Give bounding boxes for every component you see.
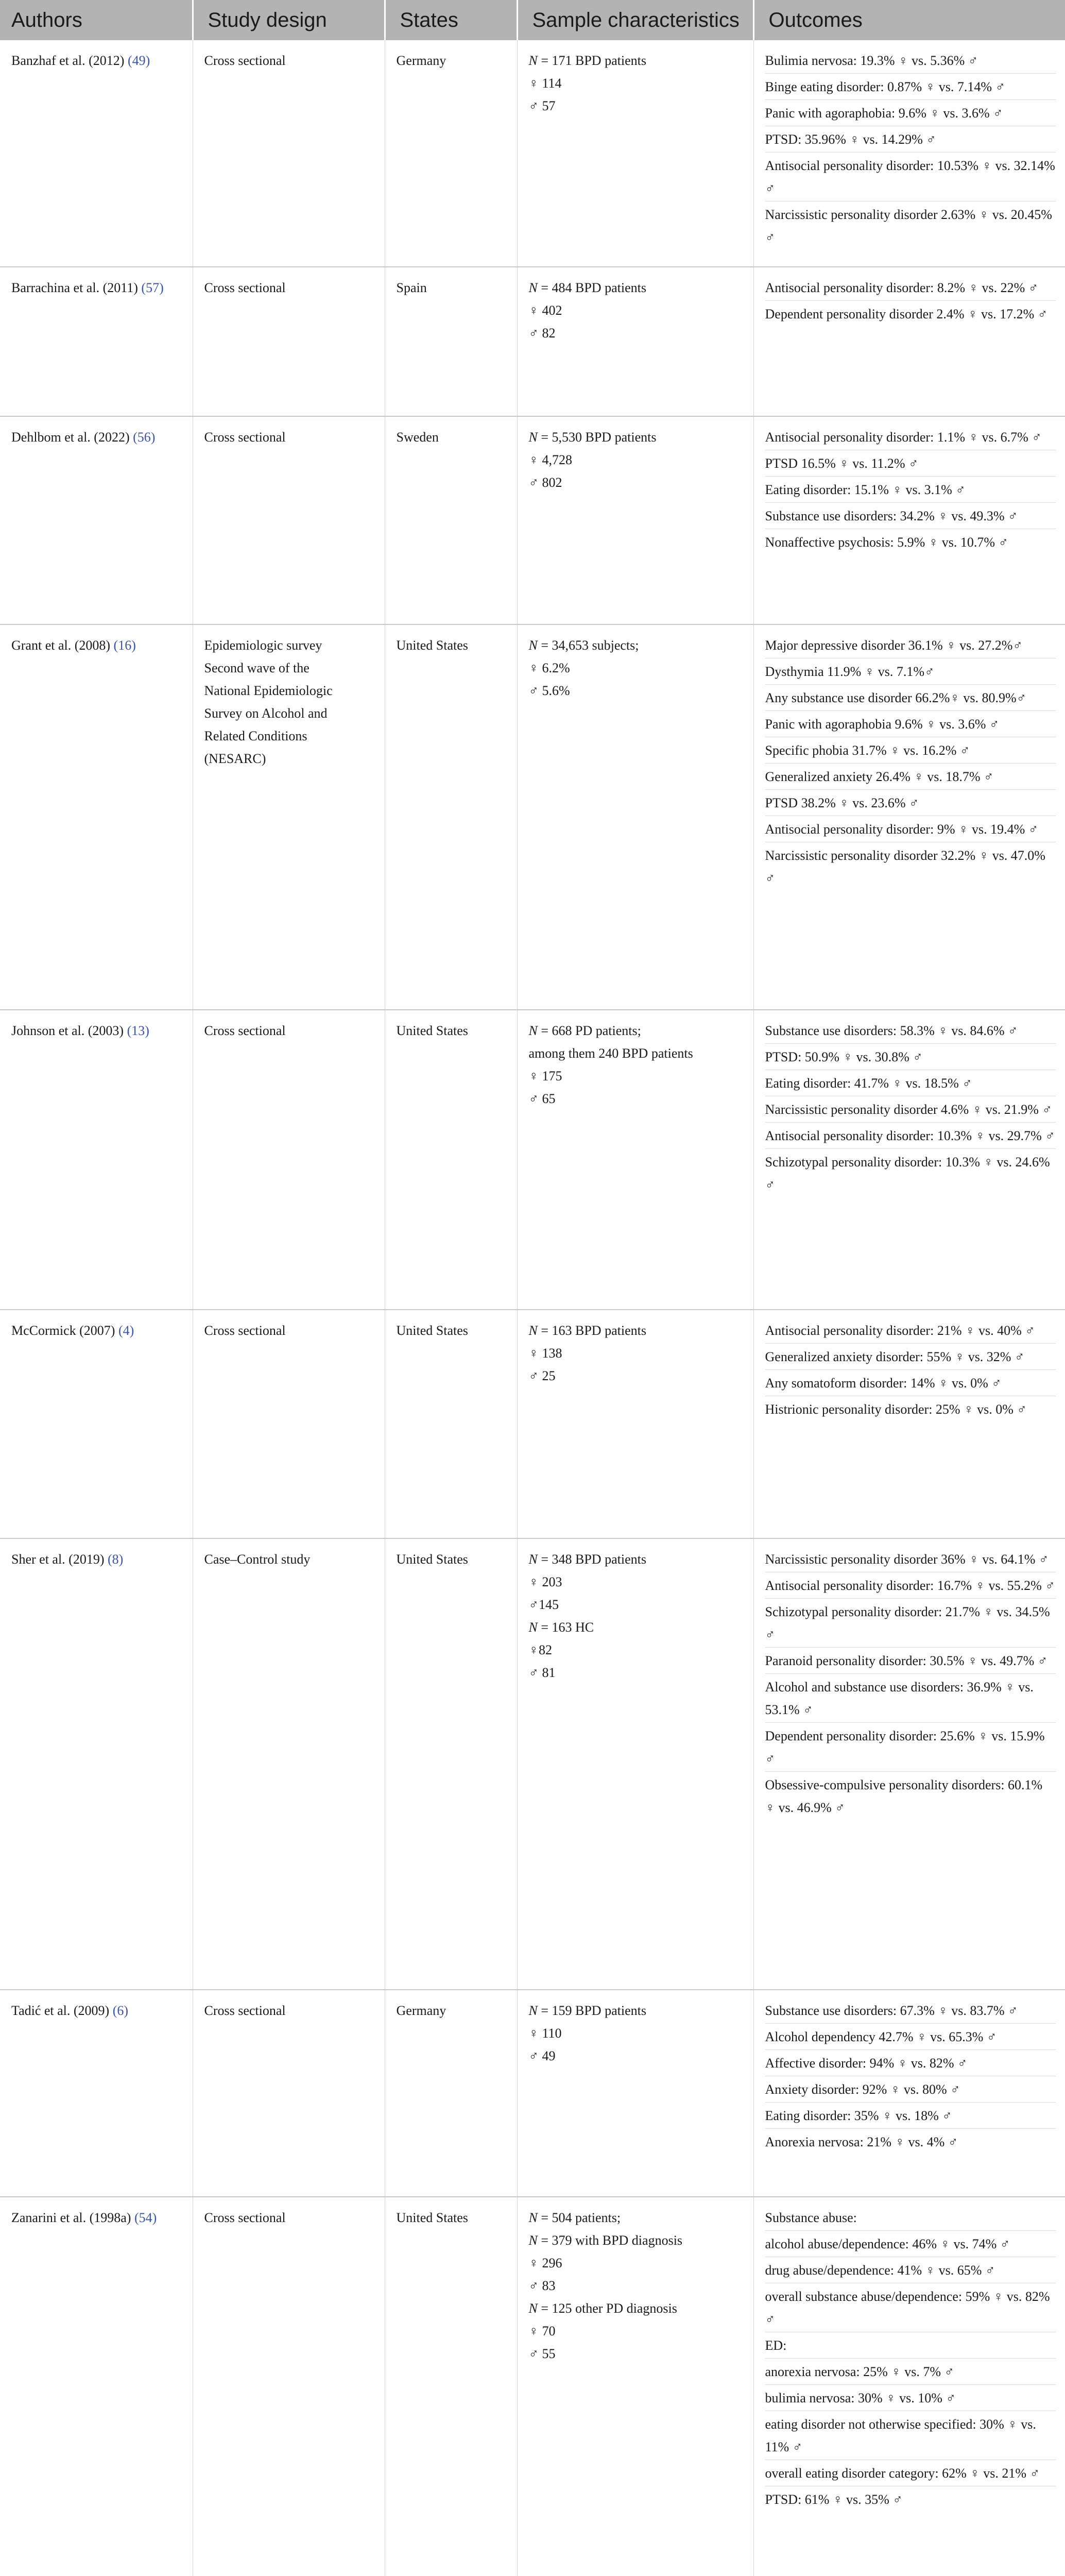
author-cell bbox=[0, 1010, 193, 1310]
table-row bbox=[0, 416, 1065, 624]
sample-line: ♀ 296 bbox=[528, 2256, 562, 2270]
citation-link[interactable]: (8) bbox=[108, 1552, 124, 1567]
author-name: Tadić et al. (2009) bbox=[11, 2003, 110, 2018]
outcome-item: Substance use disorders: 34.2% ♀ vs. 49.3% ♂ bbox=[765, 505, 1056, 529]
outcomes-cell bbox=[753, 267, 1065, 416]
study-design-line: Cross sectional bbox=[204, 53, 286, 68]
citation-link[interactable]: (6) bbox=[112, 2003, 129, 2018]
sample-line: ♀ 4,728 bbox=[528, 452, 572, 467]
sample-line: ♀82 bbox=[528, 1642, 552, 1657]
state-text: Germany bbox=[396, 53, 446, 68]
citation-link[interactable]: (54) bbox=[134, 2210, 157, 2225]
outcomes-cell bbox=[753, 40, 1065, 267]
state-text: Germany bbox=[396, 2003, 446, 2018]
sample-line: ♀ 70 bbox=[528, 2324, 556, 2338]
sample-line: N = 159 BPD patients bbox=[528, 2003, 646, 2018]
outcome-item: Antisocial personality disorder: 10.3% ♀ vs. 29.7% ♂ bbox=[765, 1125, 1056, 1149]
study-design-line: Cross sectional bbox=[204, 1023, 286, 1038]
sample-line: N = 163 BPD patients bbox=[528, 1323, 646, 1338]
table-row bbox=[0, 1538, 1065, 1990]
outcome-item: overall substance abuse/dependence: 59% ♀ vs. 82% ♂ bbox=[765, 2285, 1056, 2332]
citation-link[interactable]: (13) bbox=[127, 1023, 149, 1038]
outcome-item: Dependent personality disorder: 25.6% ♀ vs. 15.9% ♂ bbox=[765, 1725, 1056, 1772]
state-text: United States bbox=[396, 1023, 468, 1038]
sample-line: N = 125 other PD diagnosis bbox=[528, 2301, 677, 2316]
outcomes-cell bbox=[753, 416, 1065, 624]
outcome-item: Generalized anxiety 26.4% ♀ vs. 18.7% ♂ bbox=[765, 766, 1056, 790]
state-cell bbox=[385, 267, 517, 416]
outcome-item: Obsessive-compulsive personality disorders: 60.1% ♀ vs. 46.9% ♂ bbox=[765, 1777, 1043, 1815]
outcome-item: Antisocial personality disorder: 16.7% ♀ vs. 55.2% ♂ bbox=[765, 1574, 1056, 1599]
outcome-item: Alcohol dependency 42.7% ♀ vs. 65.3% ♂ bbox=[765, 2026, 1056, 2050]
sample-line: N = 504 patients; bbox=[528, 2210, 621, 2225]
sample-line: ♀ 402 bbox=[528, 303, 562, 318]
sample-line: ♀ 138 bbox=[528, 1346, 562, 1361]
state-text: United States bbox=[396, 2210, 468, 2225]
table-row bbox=[0, 1310, 1065, 1538]
citation-link[interactable]: (16) bbox=[113, 638, 136, 653]
study-design-cell bbox=[193, 40, 385, 267]
outcome-item: Paranoid personality disorder: 30.5% ♀ vs. 49.7% ♂ bbox=[765, 1650, 1056, 1674]
sample-line: ♂ 83 bbox=[528, 2278, 556, 2293]
table-row bbox=[0, 1010, 1065, 1310]
sample-cell bbox=[517, 624, 753, 1010]
author-cell bbox=[0, 1990, 193, 2197]
sample-line: ♂ 65 bbox=[528, 1091, 556, 1106]
header-outcomes: Outcomes bbox=[753, 0, 1065, 40]
author-name: McCormick (2007) bbox=[11, 1323, 115, 1338]
outcome-item: Bulimia nervosa: 19.3% ♀ vs. 5.36% ♂ bbox=[765, 49, 1056, 74]
table-header bbox=[0, 0, 1065, 40]
author-name: Zanarini et al. (1998a) bbox=[11, 2210, 131, 2225]
outcome-item: Antisocial personality disorder: 9% ♀ vs. 19.4% ♂ bbox=[765, 818, 1056, 842]
study-design-line: Cross sectional bbox=[204, 2210, 286, 2225]
header-sample-characteristics: Sample characteristics bbox=[517, 0, 753, 40]
table-row bbox=[0, 267, 1065, 416]
outcome-item: Major depressive disorder 36.1% ♀ vs. 27.2%♂ bbox=[765, 634, 1056, 658]
sample-cell bbox=[517, 1538, 753, 1990]
study-design-line: (NESARC) bbox=[204, 751, 266, 766]
state-text: United States bbox=[396, 638, 468, 653]
table-row bbox=[0, 624, 1065, 1010]
outcome-item: PTSD 38.2% ♀ vs. 23.6% ♂ bbox=[765, 792, 1056, 816]
outcome-item: Antisocial personality disorder: 1.1% ♀ vs. 6.7% ♂ bbox=[765, 426, 1056, 450]
sample-line: N = 163 HC bbox=[528, 1620, 594, 1635]
header-states: States bbox=[385, 0, 517, 40]
sample-line: ♀ 110 bbox=[528, 2026, 562, 2041]
outcome-item: Anxiety disorder: 92% ♀ vs. 80% ♂ bbox=[765, 2078, 1056, 2103]
study-design-cell bbox=[193, 1010, 385, 1310]
study-design-line: Case–Control study bbox=[204, 1552, 311, 1567]
sample-cell bbox=[517, 1990, 753, 2197]
state-cell bbox=[385, 40, 517, 267]
state-cell bbox=[385, 416, 517, 624]
study-design-cell bbox=[193, 624, 385, 1010]
outcome-item: Generalized anxiety disorder: 55% ♀ vs. 32% ♂ bbox=[765, 1346, 1056, 1370]
study-design-cell bbox=[193, 1310, 385, 1538]
outcome-item: Substance use disorders: 67.3% ♀ vs. 83.7% ♂ bbox=[765, 1999, 1056, 2024]
sample-line: ♂ 81 bbox=[528, 1665, 556, 1680]
header-authors: Authors bbox=[0, 0, 193, 40]
citation-link[interactable]: (49) bbox=[127, 53, 150, 68]
state-text: United States bbox=[396, 1323, 468, 1338]
outcome-item: Anorexia nervosa: 21% ♀ vs. 4% ♂ bbox=[765, 2134, 958, 2149]
author-name: Banzhaf et al. (2012) bbox=[11, 53, 125, 68]
table-body bbox=[0, 40, 1065, 2576]
outcome-item: Alcohol and substance use disorders: 36.9% ♀ vs. 53.1% ♂ bbox=[765, 1676, 1056, 1723]
study-design-line: Related Conditions bbox=[204, 728, 307, 743]
outcomes-cell bbox=[753, 1538, 1065, 1990]
outcome-item: Dysthymia 11.9% ♀ vs. 7.1%♂ bbox=[765, 660, 1056, 685]
sample-line: ♀ 6.2% bbox=[528, 660, 570, 675]
study-design-line: Cross sectional bbox=[204, 430, 286, 445]
study-design-cell bbox=[193, 1538, 385, 1990]
citation-link[interactable]: (56) bbox=[133, 430, 156, 445]
state-cell bbox=[385, 1538, 517, 1990]
sample-line: ♂ 57 bbox=[528, 98, 556, 113]
outcome-item: Dependent personality disorder 2.4% ♀ vs. 17.2% ♂ bbox=[765, 307, 1048, 321]
sample-line: N = 348 BPD patients bbox=[528, 1552, 646, 1567]
author-cell bbox=[0, 1538, 193, 1990]
author-cell bbox=[0, 624, 193, 1010]
sample-line: ♂ 55 bbox=[528, 2346, 556, 2361]
outcome-item: anorexia nervosa: 25% ♀ vs. 7% ♂ bbox=[765, 2361, 1056, 2385]
author-name: Dehlbom et al. (2022) bbox=[11, 430, 130, 445]
author-cell bbox=[0, 40, 193, 267]
sample-cell bbox=[517, 416, 753, 624]
study-design-line: Epidemiologic survey bbox=[204, 638, 322, 653]
outcome-item: bulimia nervosa: 30% ♀ vs. 10% ♂ bbox=[765, 2387, 1056, 2411]
author-cell bbox=[0, 2197, 193, 2576]
sample-line: N = 379 with BPD diagnosis bbox=[528, 2233, 683, 2248]
sample-line: ♀ 203 bbox=[528, 1574, 562, 1589]
state-text: Spain bbox=[396, 280, 427, 295]
outcome-item: Schizotypal personality disorder: 21.7% ♀ vs. 34.5% ♂ bbox=[765, 1601, 1056, 1648]
outcome-item: Schizotypal personality disorder: 10.3% ♀ vs. 24.6% ♂ bbox=[765, 1155, 1050, 1192]
outcomes-cell bbox=[753, 2197, 1065, 2576]
sample-line: ♂ 5.6% bbox=[528, 683, 570, 698]
study-design-line: Cross sectional bbox=[204, 280, 286, 295]
study-design-cell bbox=[193, 2197, 385, 2576]
study-design-line: Survey on Alcohol and bbox=[204, 706, 328, 721]
outcome-item: eating disorder not otherwise specified: 30% ♀ vs. 11% ♂ bbox=[765, 2413, 1056, 2460]
outcome-item: Eating disorder: 35% ♀ vs. 18% ♂ bbox=[765, 2105, 1056, 2129]
state-cell bbox=[385, 1990, 517, 2197]
outcome-item: Antisocial personality disorder: 8.2% ♀ vs. 22% ♂ bbox=[765, 277, 1056, 301]
state-cell bbox=[385, 1310, 517, 1538]
author-cell bbox=[0, 1310, 193, 1538]
outcome-item: Specific phobia 31.7% ♀ vs. 16.2% ♂ bbox=[765, 739, 1056, 764]
citation-link[interactable]: (57) bbox=[141, 280, 164, 295]
author-cell bbox=[0, 267, 193, 416]
author-name: Sher et al. (2019) bbox=[11, 1552, 105, 1567]
outcome-item: Antisocial personality disorder: 10.53% ♀ vs. 32.14% ♂ bbox=[765, 155, 1056, 201]
header-row bbox=[0, 0, 1065, 40]
sample-cell bbox=[517, 2197, 753, 2576]
outcome-item: Panic with agoraphobia 9.6% ♀ vs. 3.6% ♂ bbox=[765, 713, 1056, 737]
sample-line: ♀ 175 bbox=[528, 1069, 562, 1083]
sample-line: N = 171 BPD patients bbox=[528, 53, 646, 68]
study-design-line: Second wave of the bbox=[204, 660, 310, 675]
sample-cell bbox=[517, 40, 753, 267]
outcome-item: PTSD: 35.96% ♀ vs. 14.29% ♂ bbox=[765, 128, 1056, 152]
outcome-item: Narcissistic personality disorder 32.2% ♀ vs. 47.0% ♂ bbox=[765, 848, 1045, 886]
author-name: Barrachina et al. (2011) bbox=[11, 280, 138, 295]
outcome-item: Eating disorder: 41.7% ♀ vs. 18.5% ♂ bbox=[765, 1072, 1056, 1096]
outcome-item: Any somatoform disorder: 14% ♀ vs. 0% ♂ bbox=[765, 1372, 1056, 1396]
outcome-item: Any substance use disorder 66.2%♀ vs. 80.9%♂ bbox=[765, 687, 1056, 711]
sample-cell bbox=[517, 267, 753, 416]
outcome-item: Binge eating disorder: 0.87% ♀ vs. 7.14% ♂ bbox=[765, 76, 1056, 100]
state-cell bbox=[385, 1010, 517, 1310]
outcome-item: Narcissistic personality disorder 2.63% ♀ vs. 20.45% ♂ bbox=[765, 207, 1052, 245]
outcome-item: Substance abuse: bbox=[765, 2207, 1056, 2231]
outcome-item: Nonaffective psychosis: 5.9% ♀ vs. 10.7% ♂ bbox=[765, 535, 1009, 550]
study-design-cell bbox=[193, 267, 385, 416]
sample-line: ♂ 82 bbox=[528, 326, 556, 341]
sample-line: ♂ 25 bbox=[528, 1368, 556, 1383]
sample-cell bbox=[517, 1010, 753, 1310]
outcomes-cell bbox=[753, 1310, 1065, 1538]
state-cell bbox=[385, 2197, 517, 2576]
state-cell bbox=[385, 624, 517, 1010]
table-row bbox=[0, 1990, 1065, 2197]
outcome-item: overall eating disorder category: 62% ♀ vs. 21% ♂ bbox=[765, 2462, 1056, 2486]
study-design-line: National Epidemiologic bbox=[204, 683, 333, 698]
outcome-item: Panic with agoraphobia: 9.6% ♀ vs. 3.6% ♂ bbox=[765, 102, 1056, 126]
study-design-line: Cross sectional bbox=[204, 1323, 286, 1338]
sample-line: N = 484 BPD patients bbox=[528, 280, 646, 295]
table-row bbox=[0, 2197, 1065, 2576]
table-row bbox=[0, 40, 1065, 267]
author-cell bbox=[0, 416, 193, 624]
outcome-item: Narcissistic personality disorder 36% ♀ vs. 64.1% ♂ bbox=[765, 1548, 1056, 1572]
outcome-item: Affective disorder: 94% ♀ vs. 82% ♂ bbox=[765, 2052, 1056, 2076]
header-study-design: Study design bbox=[193, 0, 385, 40]
outcome-item: PTSD 16.5% ♀ vs. 11.2% ♂ bbox=[765, 452, 1056, 477]
study-design-cell bbox=[193, 1990, 385, 2197]
outcome-item: Narcissistic personality disorder 4.6% ♀ vs. 21.9% ♂ bbox=[765, 1098, 1056, 1123]
sample-line: N = 5,530 BPD patients bbox=[528, 430, 657, 445]
sample-line: N = 34,653 subjects; bbox=[528, 638, 639, 653]
sample-line: ♂ 49 bbox=[528, 2048, 556, 2063]
state-text: Sweden bbox=[396, 430, 439, 445]
outcome-item: Eating disorder: 15.1% ♀ vs. 3.1% ♂ bbox=[765, 479, 1056, 503]
sample-line: ♂145 bbox=[528, 1597, 559, 1612]
outcome-item: PTSD: 61% ♀ vs. 35% ♂ bbox=[765, 2492, 903, 2507]
author-name: Johnson et al. (2003) bbox=[11, 1023, 124, 1038]
study-design-line: Cross sectional bbox=[204, 2003, 286, 2018]
outcomes-cell bbox=[753, 1990, 1065, 2197]
study-design-cell bbox=[193, 416, 385, 624]
sample-line: ♀ 114 bbox=[528, 76, 562, 91]
sample-line: ♂ 802 bbox=[528, 475, 562, 490]
outcome-item: PTSD: 50.9% ♀ vs. 30.8% ♂ bbox=[765, 1046, 1056, 1070]
outcome-item: alcohol abuse/dependence: 46% ♀ vs. 74% ♂ bbox=[765, 2233, 1056, 2257]
sample-line: among them 240 BPD patients bbox=[528, 1046, 693, 1061]
author-name: Grant et al. (2008) bbox=[11, 638, 111, 653]
sample-line: N = 668 PD patients; bbox=[528, 1023, 641, 1038]
outcome-item: Antisocial personality disorder: 21% ♀ vs. 40% ♂ bbox=[765, 1319, 1056, 1344]
outcome-item: Histrionic personality disorder: 25% ♀ vs. 0% ♂ bbox=[765, 1402, 1027, 1417]
state-text: United States bbox=[396, 1552, 468, 1567]
outcome-item: Substance use disorders: 58.3% ♀ vs. 84.6% ♂ bbox=[765, 1020, 1056, 1044]
outcome-item: drug abuse/dependence: 41% ♀ vs. 65% ♂ bbox=[765, 2259, 1056, 2283]
citation-link[interactable]: (4) bbox=[118, 1323, 134, 1338]
outcomes-cell bbox=[753, 1010, 1065, 1310]
outcome-item: ED: bbox=[765, 2334, 1056, 2359]
sample-cell bbox=[517, 1310, 753, 1538]
outcomes-cell bbox=[753, 624, 1065, 1010]
